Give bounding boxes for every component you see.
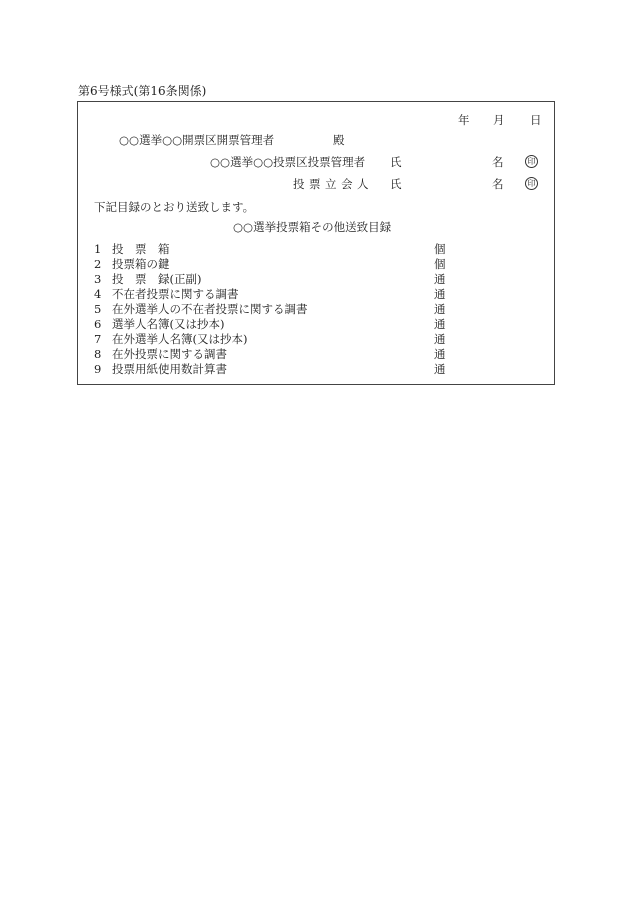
list-item: 5 在外選挙人の不在者投票に関する調書: [94, 302, 308, 316]
sender-manager-shi: 氏: [390, 155, 402, 169]
item-unit: 通: [434, 362, 446, 376]
addressee-honorific: 殿: [333, 133, 345, 147]
sender-manager-mei: 名: [492, 155, 504, 169]
item-unit: 通: [434, 332, 446, 346]
list-item: 8 在外投票に関する調書: [94, 347, 227, 361]
list-item: 3 投 票 録(正副): [94, 272, 202, 286]
date-day-label: 日: [530, 113, 542, 127]
addressee-name: ○○選挙○○開票区開票管理者: [119, 133, 275, 147]
list-item: 4 不在者投票に関する調書: [94, 287, 239, 301]
item-unit: 個: [434, 257, 446, 271]
intro-text: 下記目録のとおり送致します。: [94, 200, 255, 214]
item-unit: 通: [434, 272, 446, 286]
item-unit: 通: [434, 347, 446, 361]
sender-witness-title: 投票立会人: [293, 177, 373, 191]
list-item: 2 投票箱の鍵: [94, 257, 170, 271]
sender-witness-shi: 氏: [390, 177, 402, 191]
seal-icon: 印: [525, 155, 538, 168]
sender-manager-title: ○○選挙○○投票区投票管理者: [210, 155, 366, 169]
item-unit: 通: [434, 317, 446, 331]
form-number-label: 第6号様式(第16条関係): [78, 84, 207, 98]
list-item: 6 選挙人名簿(又は抄本): [94, 317, 225, 331]
form-box: [77, 101, 555, 385]
date-month-label: 月: [493, 113, 505, 127]
list-item: 7 在外選挙人名簿(又は抄本): [94, 332, 248, 346]
list-item: 1 投 票 箱: [94, 242, 170, 256]
sender-witness-mei: 名: [492, 177, 504, 191]
list-item: 9 投票用紙使用数計算書: [94, 362, 227, 376]
list-title: ○○選挙投票箱その他送致目録: [233, 220, 392, 234]
seal-icon: 印: [525, 177, 538, 190]
item-unit: 通: [434, 287, 446, 301]
item-unit: 個: [434, 242, 446, 256]
date-year-label: 年: [458, 113, 470, 127]
item-unit: 通: [434, 302, 446, 316]
